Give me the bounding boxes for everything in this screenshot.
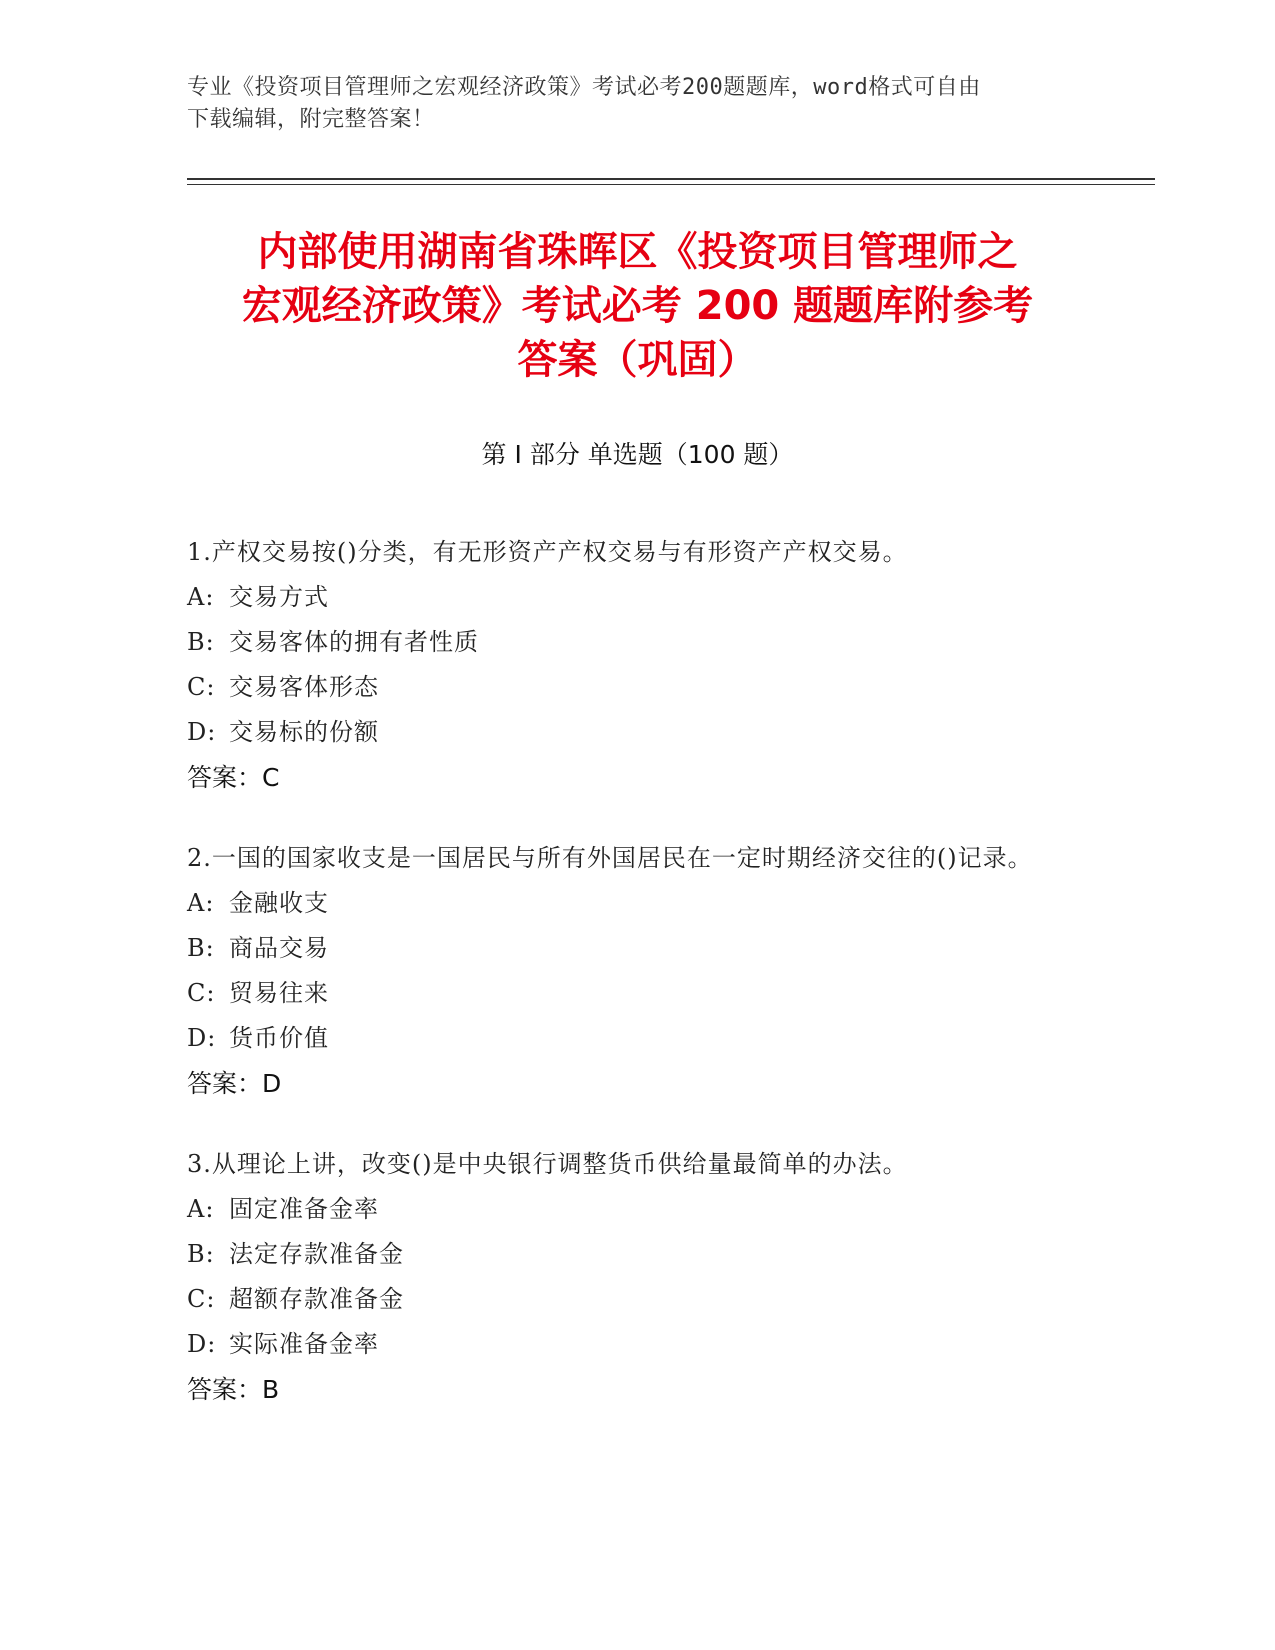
document-title-line-2: 宏观经济政策》考试必考 200 题题库附参考 (241, 283, 1034, 329)
option-text: 交易方式 (229, 583, 329, 611)
option-a (187, 881, 1077, 926)
option-c (187, 971, 1077, 1016)
option-text: 法定存款准备金 (229, 1240, 404, 1268)
option-text: 货币价值 (229, 1024, 329, 1052)
header-note (187, 72, 1077, 136)
option-text: 固定准备金率 (229, 1195, 379, 1223)
header-divider-thick (187, 178, 1155, 180)
option-letter: D: (187, 718, 217, 746)
option-a (187, 575, 1077, 620)
option-text: 交易客体的拥有者性质 (229, 628, 479, 656)
option-letter: A: (187, 1195, 215, 1223)
document-title-line-3: 答案（巩固） (517, 337, 758, 383)
option-d (187, 1016, 1077, 1061)
question-stem: 3.从理论上讲，改变()是中央银行调整货币供给量最简单的办法。 (187, 1150, 908, 1178)
header-note-line-2: 下载编辑，附完整答案！ (187, 107, 435, 132)
option-text: 商品交易 (229, 934, 329, 962)
answer-key: 答案：B (187, 1375, 280, 1404)
option-text: 贸易往来 (229, 979, 329, 1007)
option-letter: C: (187, 673, 216, 701)
question-1 (187, 530, 1077, 800)
question-3 (187, 1142, 1077, 1412)
question-list (187, 530, 1077, 1448)
option-b (187, 620, 1077, 665)
option-c (187, 665, 1077, 710)
option-letter: B: (187, 628, 215, 656)
option-letter: D: (187, 1024, 217, 1052)
option-letter: B: (187, 934, 215, 962)
option-a (187, 1187, 1077, 1232)
header-divider-thin (187, 184, 1155, 185)
option-letter: A: (187, 889, 215, 917)
option-text: 交易客体形态 (229, 673, 379, 701)
header-note-line-1: 专业《投资项目管理师之宏观经济政策》考试必考200题题库，word格式可自由 (187, 75, 981, 100)
question-stem: 1.产权交易按()分类，有无形资产产权交易与有形资产产权交易。 (187, 538, 908, 566)
question-2 (187, 836, 1077, 1106)
option-text: 超额存款准备金 (229, 1285, 404, 1313)
option-letter: A: (187, 583, 215, 611)
option-c (187, 1277, 1077, 1322)
option-d (187, 1322, 1077, 1367)
section-heading: 第 I 部分 单选题（100 题） (481, 440, 794, 469)
document-title-line-1: 内部使用湖南省珠晖区《投资项目管理师之 (257, 229, 1018, 275)
option-b (187, 1232, 1077, 1277)
option-text: 实际准备金率 (229, 1330, 379, 1358)
option-letter: B: (187, 1240, 215, 1268)
option-letter: C: (187, 1285, 216, 1313)
document-title (150, 225, 1125, 387)
option-letter: D: (187, 1330, 217, 1358)
answer-key: 答案：C (187, 763, 280, 792)
option-letter: C: (187, 979, 216, 1007)
option-text: 金融收支 (229, 889, 329, 917)
option-b (187, 926, 1077, 971)
answer-key: 答案：D (187, 1069, 282, 1098)
question-stem: 2.一国的国家收支是一国居民与所有外国居民在一定时期经济交往的()记录。 (187, 844, 1033, 872)
option-d (187, 710, 1077, 755)
option-text: 交易标的份额 (229, 718, 379, 746)
